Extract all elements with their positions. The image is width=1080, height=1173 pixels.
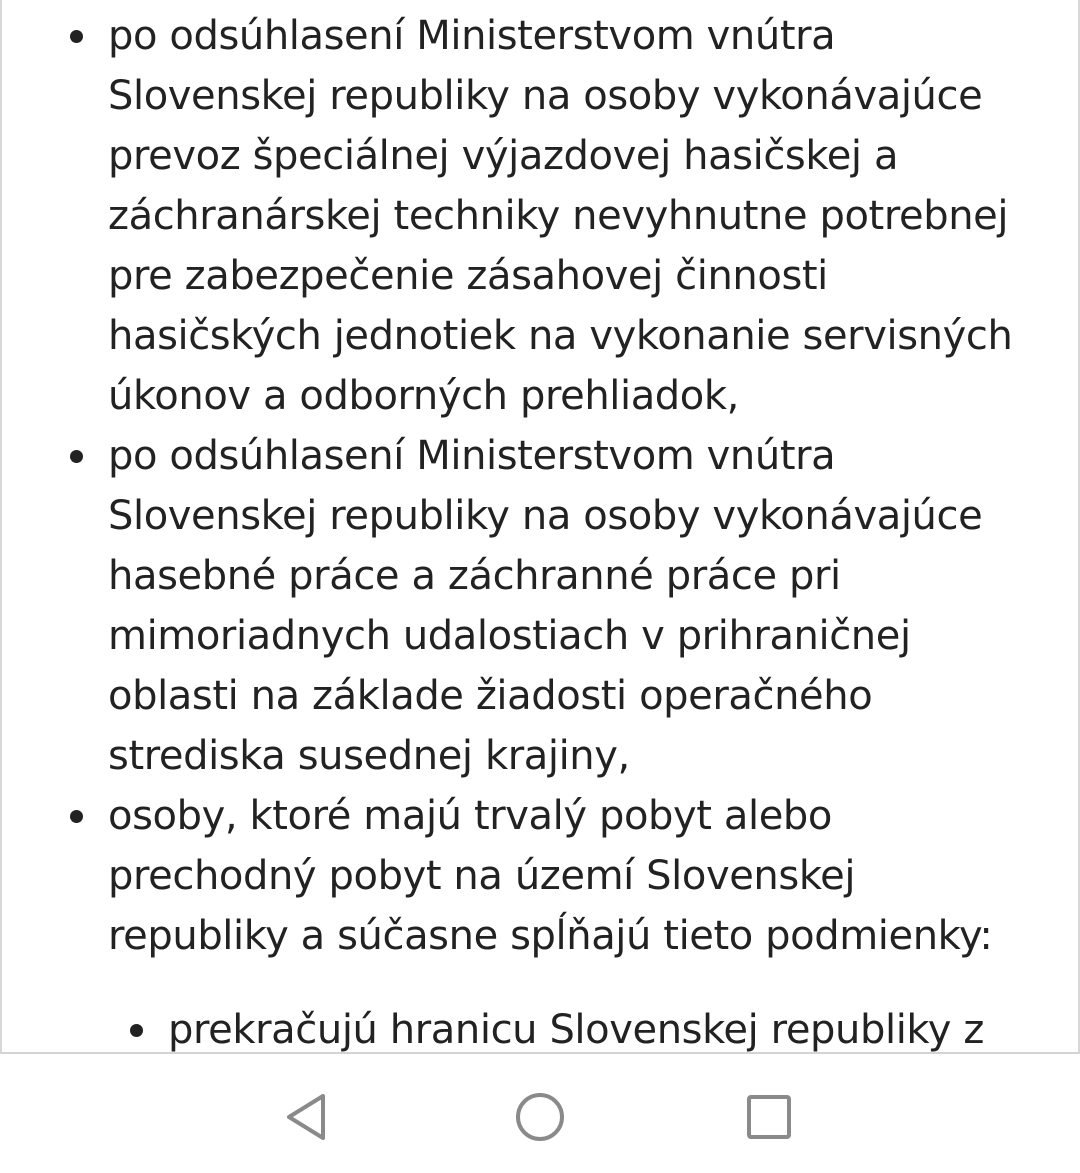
nested-list-item [2,1000,1080,1052]
list-item [2,426,1080,786]
recent-apps-button[interactable] [734,1082,804,1152]
system-navigation-bar [0,1052,1080,1173]
bullet-icon [70,810,83,823]
bullet-icon [70,450,83,463]
nested-list-item-text: prekračujú hranicu Slovenskej republiky z [168,1007,984,1052]
list-item [2,786,1080,966]
bullet-icon [70,30,83,43]
triangle-back-icon [275,1082,345,1152]
circle-home-icon [505,1082,575,1152]
square-recent-apps-icon [734,1082,804,1152]
home-button[interactable] [505,1082,575,1152]
nested-bullet-list [2,1000,1080,1052]
back-button[interactable] [275,1082,345,1152]
list-item-text: osoby, ktoré majú trvalý pobyt alebo prechodný pobyt na území Slovenskej republiky a súčasne spĺňajú tieto podmienky: [108,793,993,959]
bullet-list [2,6,1080,966]
list-item-text: po odsúhlasení Ministerstvom vnútra Slovenskej republiky na osoby vykonávajúce prevoz špeciálnej výjazdovej hasičskej a záchranárskej techniky nevyhnutne potrebnej pre zabezpečenie zásahovej činnosti hasičských jednotiek na vykonanie servisných úkonov a odborných prehliadok, [108,13,1013,419]
list-item-text: po odsúhlasení Ministerstvom vnútra Slovenskej republiky na osoby vykonávajúce hasebné práce a záchranné práce pri mimoriadnych udalostiach v prihraničnej oblasti na základe žiadosti operačného strediska susednej krajiny, [108,433,983,779]
bullet-icon [130,1024,143,1037]
list-item [2,6,1080,426]
